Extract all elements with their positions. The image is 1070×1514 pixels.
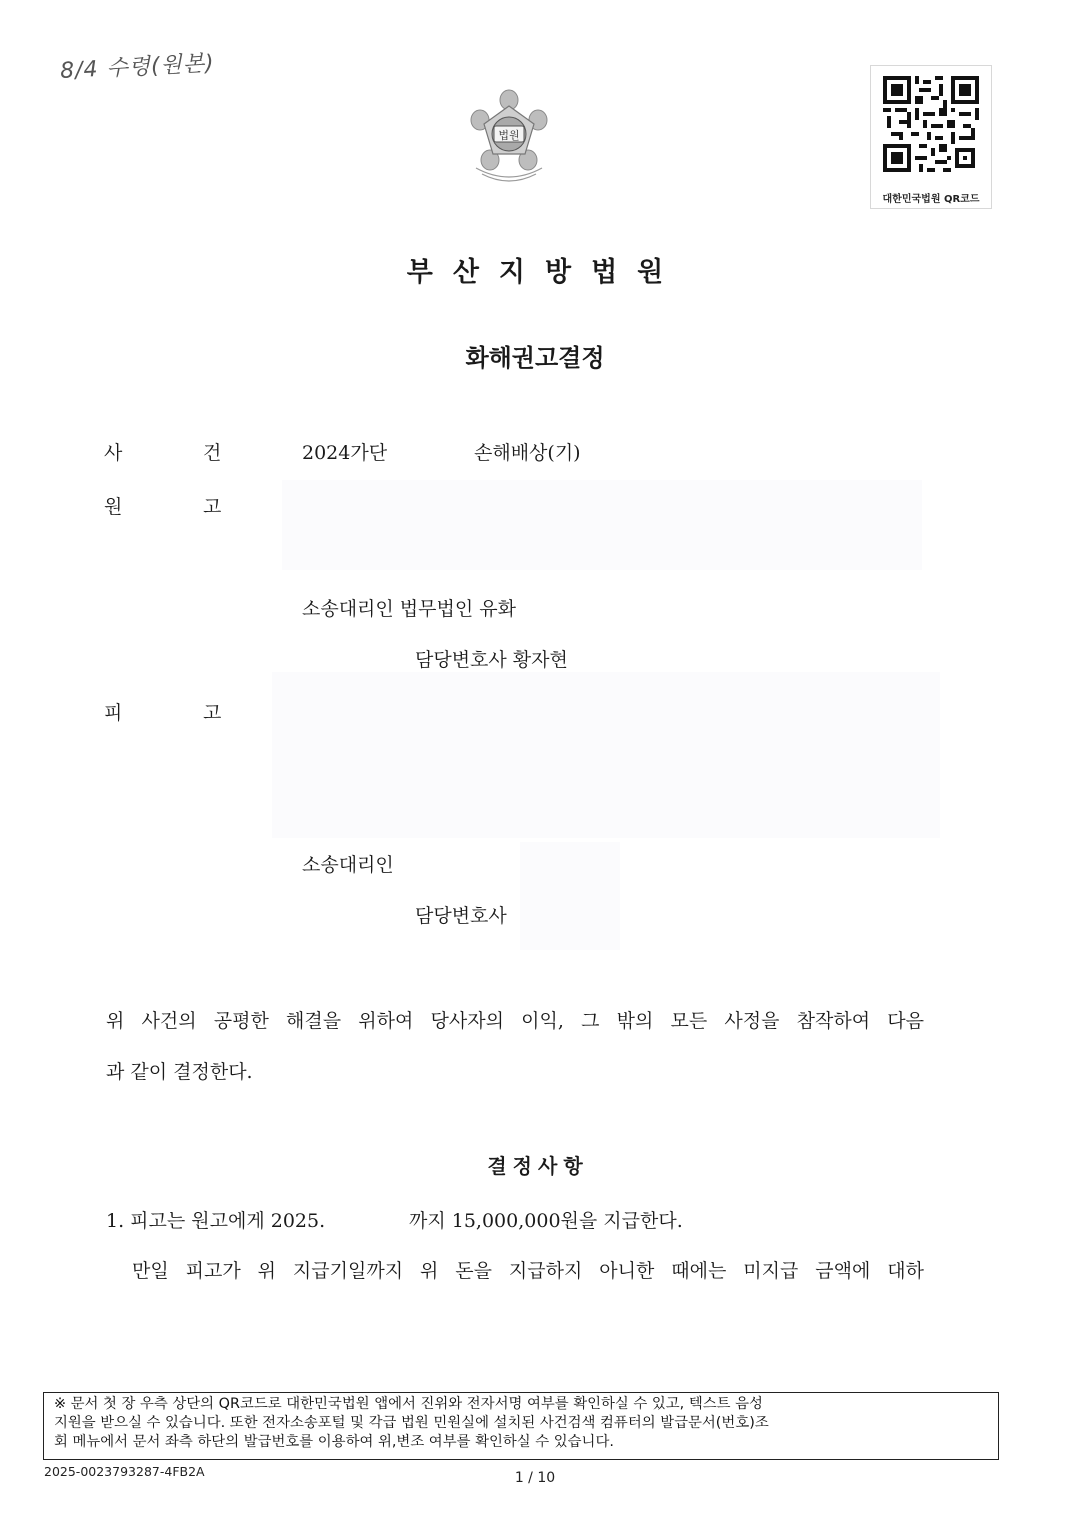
case-label-a: 사	[104, 442, 123, 464]
decision-item-1-tail: 까지 15,000,000원을 지급한다.	[409, 1210, 683, 1232]
court-emblem-icon	[466, 88, 552, 184]
decision-item-1-continuation: 만일 피고가 위 지급기일까지 위 돈을 지급하지 아니한 때에는 미지급 금액에 대하	[132, 1260, 924, 1282]
redacted-defendant-info	[272, 672, 940, 838]
qr-code-panel	[870, 65, 992, 209]
case-name: 손해배상(기)	[474, 442, 581, 464]
redacted-defendant-counsel	[520, 842, 620, 950]
decision-item-1: 1. 피고는 원고에게 2025.	[106, 1210, 326, 1232]
defendant-label-a: 피	[104, 702, 123, 724]
redacted-plaintiff-info	[282, 480, 922, 570]
page-number: 1 / 10	[514, 1470, 556, 1486]
plaintiff-attorney: 담당변호사 황자현	[415, 649, 568, 671]
case-label-b: 건	[203, 442, 222, 464]
issue-number: 2025-0023793287-4FB2A	[44, 1464, 205, 1479]
notice-line-3: 회 메뉴에서 문서 좌측 하단의 발급번호를 이용하여 위,변조 여부를 확인하실 수 있습니다.	[54, 1434, 614, 1450]
decision-title: 결정사항	[487, 1154, 589, 1178]
defendant-counsel: 소송대리인	[302, 854, 394, 876]
qr-caption: 대한민국법원 QR코드	[882, 194, 980, 205]
body-line-2: 과 같이 결정한다.	[106, 1061, 253, 1083]
verification-notice	[43, 1392, 999, 1460]
handwritten-receipt-note: 8/4 수령(원본)	[59, 50, 216, 85]
plaintiff-label-b: 고	[203, 496, 222, 518]
emblem-label: 법원	[498, 129, 520, 142]
notice-line-1: ※ 문서 첫 장 우측 상단의 QR코드로 대한민국법원 앱에서 진위와 전자서명 여부를 확인하실 수 있고, 텍스트 음성	[54, 1396, 763, 1412]
defendant-label-b: 고	[203, 702, 222, 724]
plaintiff-label-a: 원	[104, 496, 123, 518]
body-line-1: 위 사건의 공평한 해결을 위하여 당사자의 이익, 그 밖의 모든 사정을 참작하여 다음	[106, 1010, 924, 1032]
defendant-attorney: 담당변호사	[415, 905, 507, 927]
case-number: 2024가단	[302, 442, 388, 464]
document-title: 화해권고결정	[465, 344, 605, 372]
plaintiff-counsel: 소송대리인 법무법인 유화	[302, 598, 516, 620]
notice-line-2: 지원을 받으실 수 있습니다. 또한 전자소송포털 및 각급 법원 민원실에 설치된 사건검색 컴퓨터의 발급문서(번호)조	[54, 1415, 769, 1431]
qr-code-icon	[883, 76, 979, 172]
court-name: 부산지방법원	[406, 257, 684, 288]
